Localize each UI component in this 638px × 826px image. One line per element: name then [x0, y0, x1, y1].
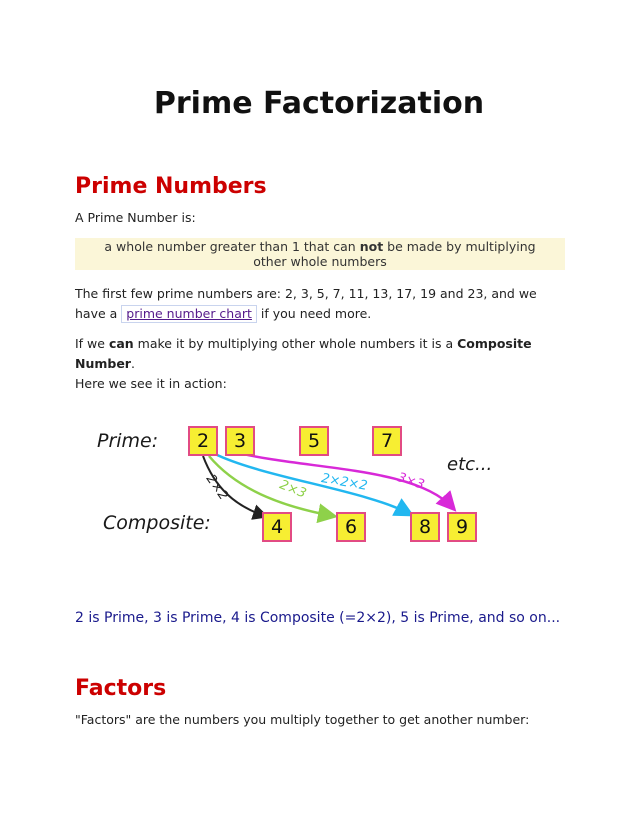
arrow-label-2x2x2: 2×2×2	[320, 471, 369, 494]
composite-text-start: If we	[75, 336, 109, 351]
prime-intro-text: A Prime Number is:	[75, 210, 196, 225]
definition-text-start: a whole number greater than 1 that can	[104, 239, 360, 254]
composite-paragraph	[75, 334, 565, 374]
prime-list-paragraph	[75, 284, 565, 324]
prime-box-5: 5	[299, 426, 329, 456]
section-heading-prime-numbers: Prime Numbers	[75, 174, 267, 199]
definition-text-end: be made by multiplying other whole numbers	[253, 239, 536, 269]
composite-box-9: 9	[447, 512, 477, 542]
prime-box-3: 3	[225, 426, 255, 456]
arrow-label-2x3: 2×3	[277, 477, 309, 502]
composite-bold-can: can	[108, 336, 134, 351]
composite-box-6: 6	[336, 512, 366, 542]
prime-composite-diagram	[75, 408, 565, 588]
diagram-caption: 2 is Prime, 3 is Prime, 4 is Composite (=2×2), 5 is Prime, and so on...	[75, 610, 561, 626]
composite-box-8: 8	[410, 512, 440, 542]
arrow-2-to-8	[215, 454, 410, 514]
section-heading-factors: Factors	[75, 676, 167, 701]
prime-box-2: 2	[188, 426, 218, 456]
definition-box	[75, 238, 565, 270]
page-title: Prime Factorization	[153, 86, 485, 121]
prime-list-after: if you need more.	[256, 306, 372, 321]
composite-text-end: .	[130, 356, 135, 371]
composite-text-middle: make it by multiplying other whole numbers it is a	[133, 336, 458, 351]
composite-box-4: 4	[262, 512, 292, 542]
definition-bold-not: not	[359, 239, 384, 254]
prime-label: Prime:	[97, 430, 159, 452]
action-text: Here we see it in action:	[75, 376, 227, 391]
arrow-label-2x2: 2×2	[202, 471, 231, 504]
prime-list-text: The first few prime numbers are: 2, 3, 5, 7, 11, 13, 17, 19 and 23, and we have a	[75, 286, 537, 321]
arrow-label-3x3: 3×3	[395, 470, 427, 493]
etc-label: etc...	[447, 454, 493, 475]
composite-bold-number: Composite Number	[75, 336, 532, 371]
prime-box-7: 7	[372, 426, 402, 456]
composite-label: Composite:	[103, 512, 211, 534]
factors-intro-text: "Factors" are the numbers you multiply together to get another number:	[75, 712, 530, 727]
prime-number-chart-link[interactable]: prime number chart	[121, 305, 257, 323]
